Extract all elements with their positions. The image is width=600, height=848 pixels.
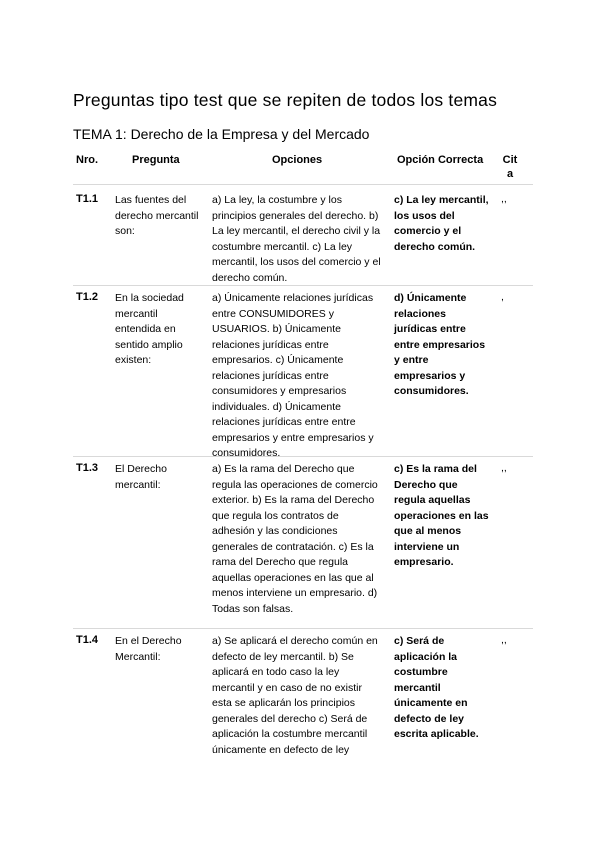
header-opciones: Opciones bbox=[272, 154, 323, 166]
row-divider bbox=[73, 456, 533, 457]
row-divider bbox=[73, 628, 533, 629]
row-question: En la sociedad mercantil entendida en sentido amplio existen: bbox=[115, 292, 184, 366]
row-options: a) Es la rama del Derecho que regula las operaciones de comercio exterior. b) Es la rama del Derecho que regula los contratos de adhesión y las condiciones generales de contratación. c) Es la rama del Derecho que regula aquellas operaciones en las que al menos interviene un empresario. d) Todas son falsas. bbox=[212, 463, 378, 615]
row-cite: ,, bbox=[501, 462, 507, 474]
row-correct-option: c) La ley mercantil, los usos del comercio y el derecho común. bbox=[394, 194, 489, 253]
row-cite: ,, bbox=[501, 193, 507, 205]
row-correct-option: d) Únicamente relaciones jurídicas entre entre empresarios y entre empresarios y consumidores. bbox=[394, 292, 486, 397]
row-question: Las fuentes del derecho mercantil son: bbox=[115, 194, 199, 237]
row-question: El Derecho mercantil: bbox=[115, 463, 167, 491]
header-correcta: Opción Correcta bbox=[397, 154, 484, 166]
header-cita: Cit a bbox=[502, 154, 518, 180]
header-pregunta: Pregunta bbox=[132, 154, 180, 166]
row-cite: , bbox=[501, 291, 504, 303]
row-number: T1.2 bbox=[76, 291, 99, 303]
row-options: a) Se aplicará el derecho común en defecto de ley mercantil. b) Se aplicará en todo caso la ley mercantil y en caso de no existir esta se aplicarán los principios generales del derecho c) Será de aplicación la costumbre mercantil únicamente en defecto de ley bbox=[212, 635, 378, 756]
section-title: TEMA 1: Derecho de la Empresa y del Mercado bbox=[73, 126, 370, 142]
header-nro: Nro. bbox=[76, 154, 98, 166]
row-number: T1.4 bbox=[76, 634, 99, 646]
row-question: En el Derecho Mercantil: bbox=[115, 635, 182, 663]
row-number: T1.1 bbox=[76, 193, 99, 205]
row-options: a) La ley, la costumbre y los principios generales del derecho. b) La ley mercantil, el derecho civil y la costumbre mercantil. c) La ley mercantil, los usos del comercio y el derecho común. bbox=[212, 194, 381, 284]
row-correct-option: c) Es la rama del Derecho que regula aquellas operaciones en las que al menos interviene un empresario. bbox=[394, 463, 489, 568]
page-title: Preguntas tipo test que se repiten de todos los temas bbox=[73, 90, 498, 110]
row-correct-option: c) Será de aplicación la costumbre mercantil únicamente en defecto de ley escrita aplicable. bbox=[394, 635, 479, 740]
row-options: a) Únicamente relaciones jurídicas entre CONSUMIDORES y USUARIOS. b) Únicamente relaciones jurídicas entre empresarios. c) Únicamente relaciones jurídicas entre consumidores y empresarios individuales. d) Únicamente relaciones jurídicas entre entre empresarios y entre empresarios y consumidores. bbox=[212, 292, 374, 459]
row-number: T1.3 bbox=[76, 462, 99, 474]
row-divider bbox=[73, 184, 533, 185]
row-divider bbox=[73, 285, 533, 286]
row-cite: ,, bbox=[501, 634, 507, 646]
